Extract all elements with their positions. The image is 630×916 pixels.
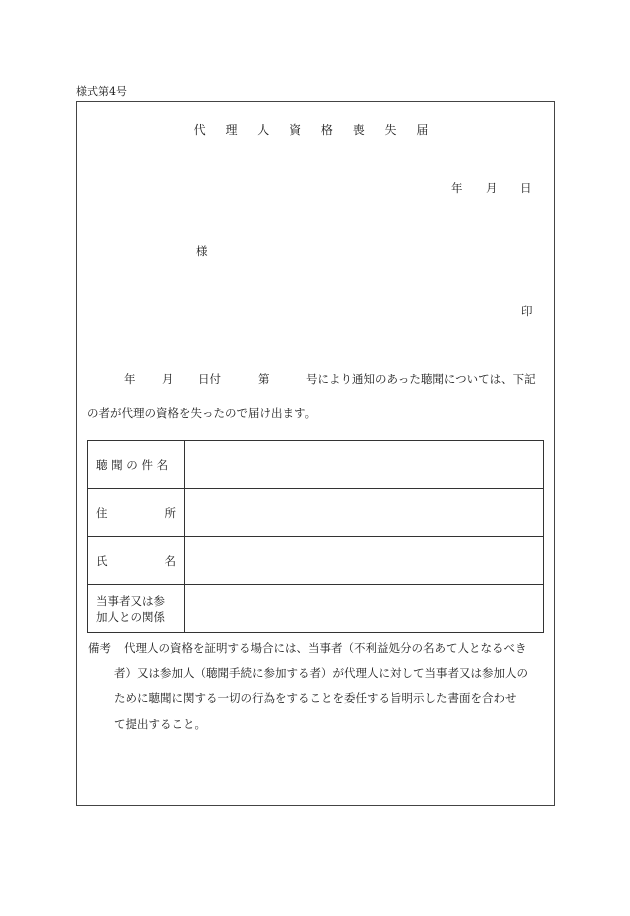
name-label-a: 氏: [96, 553, 108, 568]
body-line-2: の者が代理の資格を失ったので届け出ます。: [87, 406, 317, 420]
address-label-a: 住: [96, 505, 108, 520]
hearing-case-field[interactable]: [185, 441, 544, 489]
notice-date-label: 日付: [198, 372, 221, 386]
notice-number-prefix: 第: [258, 372, 270, 386]
name-label: [88, 537, 185, 585]
table-row: [88, 585, 544, 633]
address-label: [88, 489, 185, 537]
relationship-field[interactable]: [185, 585, 544, 633]
relationship-label: [88, 585, 185, 633]
notice-month-label: 月: [162, 372, 174, 386]
remarks-line: て提出すること。: [114, 717, 206, 731]
address-field[interactable]: [185, 489, 544, 537]
body-line-1: 号により通知のあった聴聞については、下記: [306, 372, 536, 386]
remarks-line: ために聴聞に関する一切の行為をすることを委任する旨明示した書面を合わせ: [114, 691, 517, 705]
date-day-label: 日: [520, 181, 532, 195]
form-title: 代 理 人 資 格 喪 失 届: [193, 123, 437, 137]
table-row: [88, 537, 544, 585]
form-number: 様式第4号: [76, 85, 127, 98]
relationship-label-line1: 当事者又は参: [96, 593, 165, 608]
table-row: [88, 489, 544, 537]
name-field[interactable]: [185, 537, 544, 585]
seal-mark: 印: [521, 304, 533, 318]
date-month-label: 月: [486, 181, 498, 195]
notice-year-label: 年: [124, 372, 136, 386]
date-year-label: 年: [451, 181, 463, 195]
addressee-suffix: 様: [196, 244, 208, 258]
remarks-line: 者）又は参加人（聴聞手続に参加する者）が代理人に対して当事者又は参加人の: [114, 666, 528, 680]
hearing-case-label: 聴 聞 の 件 名: [88, 441, 185, 489]
table-row: [88, 441, 544, 489]
relationship-label-line2: 加人との関係: [96, 609, 165, 624]
info-table: [87, 440, 544, 633]
remarks-heading: 備考: [88, 641, 111, 655]
name-label-b: 名: [164, 553, 176, 568]
address-label-b: 所: [164, 505, 176, 520]
remarks-line: 代理人の資格を証明する場合には、当事者（不利益処分の名あて人となるべき: [124, 641, 527, 655]
